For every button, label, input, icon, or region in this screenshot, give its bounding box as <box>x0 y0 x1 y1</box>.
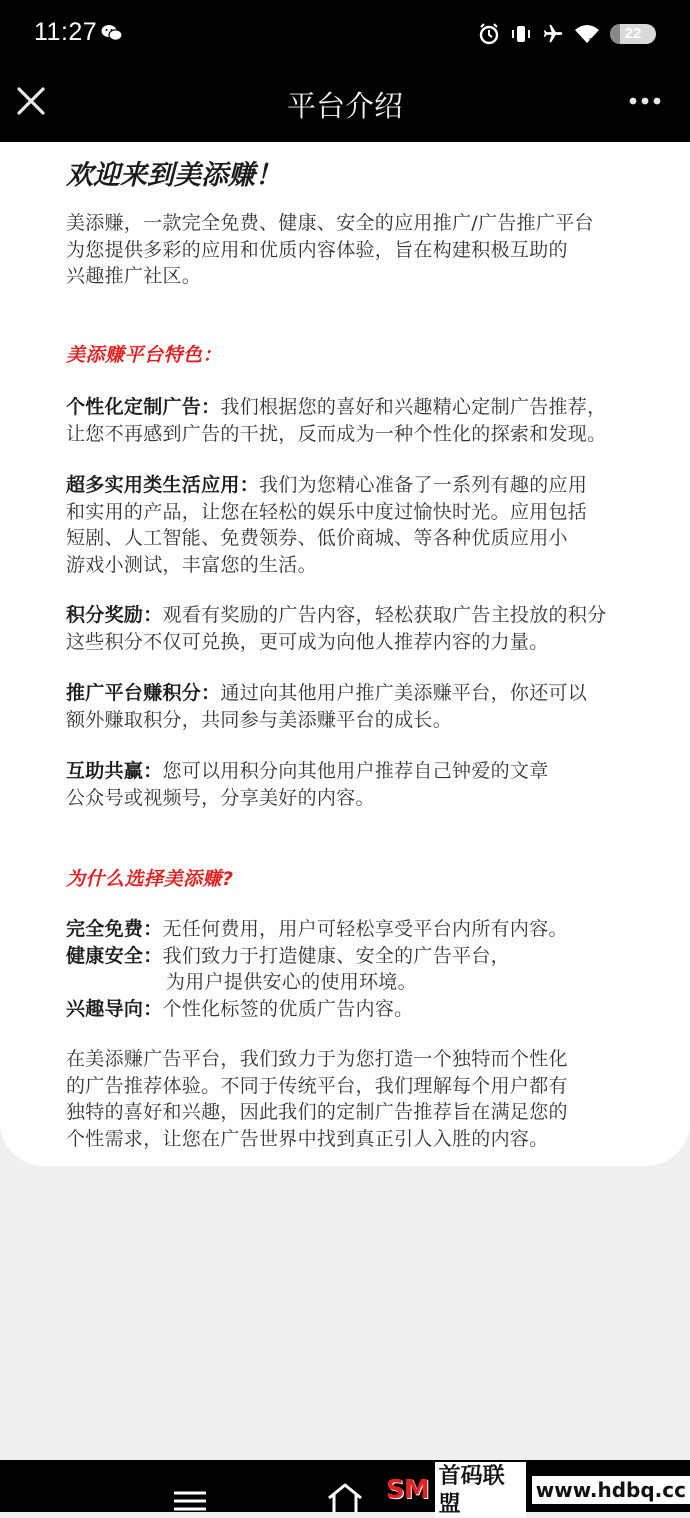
airplane-icon <box>542 23 564 45</box>
why-item-key: 健康安全： <box>66 944 163 967</box>
battery-icon <box>610 24 656 44</box>
why-item-continuation <box>66 969 656 996</box>
intro-line: 为您提供多彩的应用和优质内容体验，旨在构建积极互助的 <box>66 238 568 261</box>
page-title: 平台介绍 <box>286 89 403 123</box>
welcome-title: 欢迎来到美添赚！ <box>66 160 282 191</box>
intro-line: 美添赚，一款完全免费、健康、安全的应用推广/广告推广平台 <box>66 212 594 234</box>
feature-text: 我们根据您的喜好和兴趣精心定制广告推荐， <box>220 396 607 418</box>
feature-text: 短剧、人工智能、免费领券、低价商城、等各种优质应用小 <box>66 527 568 549</box>
closing-line: 个性需求，让您在广告世界中找到真正引人入胜的内容。 <box>66 1127 549 1150</box>
alarm-icon <box>478 23 500 45</box>
feature-text: 额外赚取积分，共同参与美添赚平台的成长。 <box>66 708 453 731</box>
svg-text:6: 6 <box>589 38 593 44</box>
feature-text: 您可以用积分向其他用户推荐自己钟爱的文章 <box>162 760 549 782</box>
intro-paragraph <box>66 210 656 290</box>
feature-title: 互助共赢： <box>66 760 163 782</box>
feature-title: 积分奖励： <box>66 604 163 626</box>
features-heading: 美添赚平台特色： <box>66 344 223 366</box>
status-icons <box>478 20 656 48</box>
why-item-value: 为用户提供安心的使用环境。 <box>166 971 417 993</box>
nav-bar <box>0 66 690 142</box>
feature-mutual-win <box>66 758 656 811</box>
feature-personalized-ads <box>66 394 656 447</box>
closing-line: 独特的喜好和兴趣，因此我们的定制广告推荐旨在满足您的 <box>66 1101 568 1123</box>
why-item-value: 无任何费用，用户可轻松享受平台内所有内容。 <box>162 918 568 940</box>
more-icon[interactable] <box>628 96 662 106</box>
why-list <box>66 916 656 1022</box>
status-bar <box>0 0 690 66</box>
content-card <box>0 142 690 1166</box>
menu-icon[interactable] <box>174 1490 206 1512</box>
watermark <box>386 1463 690 1517</box>
watermark-logo: SM <box>386 1475 429 1505</box>
closing-line: 在美添赚广告平台，我们致力于为您打造一个独特而个性化 <box>66 1048 568 1070</box>
why-item <box>66 916 656 943</box>
wechat-icon <box>101 24 123 42</box>
why-heading: 为什么选择美添赚? <box>66 868 234 890</box>
feature-text: 游戏小测试，丰富您的生活。 <box>66 553 317 576</box>
why-item-key: 兴趣导向： <box>66 997 163 1020</box>
feature-title: 个性化定制广告： <box>66 396 221 418</box>
status-time: 11:27 <box>34 18 98 46</box>
watermark-url: www.hdbq.cc <box>532 1476 690 1504</box>
closing-paragraph <box>66 1046 656 1152</box>
watermark-brand: 首码联盟 <box>435 1462 526 1518</box>
home-icon[interactable] <box>326 1482 364 1512</box>
feature-text: 通过向其他用户推广美添赚平台，你还可以 <box>220 682 588 704</box>
welcome-section <box>66 158 656 194</box>
why-item-value: 我们致力于打造健康、安全的广告平台， <box>162 944 510 967</box>
feature-text: 我们为您精心准备了一系列有趣的应用 <box>259 474 588 496</box>
feature-text: 让您不再感到广告的干扰，反而成为一种个性化的探索和发现。 <box>66 422 607 445</box>
feature-text: 这些积分不仅可兑换，更可成为向他人推荐内容的力量。 <box>66 630 549 653</box>
why-item <box>66 996 656 1023</box>
features-section <box>66 342 656 368</box>
why-item-key: 完全免费： <box>66 918 163 940</box>
why-item-value: 个性化标签的优质广告内容。 <box>162 997 414 1020</box>
vibrate-icon <box>510 23 532 45</box>
battery-level: 22 <box>624 25 642 42</box>
bottom-navigation-bar <box>0 1460 690 1517</box>
wifi-icon <box>574 24 600 44</box>
why-section <box>66 866 656 892</box>
why-item <box>66 943 656 970</box>
feature-title: 推广平台赚积分： <box>66 682 221 704</box>
feature-text: 公众号或视频号，分享美好的内容。 <box>66 786 375 809</box>
feature-title: 超多实用类生活应用： <box>66 474 260 496</box>
feature-promote-earn <box>66 680 656 733</box>
feature-points-reward <box>66 602 656 655</box>
feature-text: 和实用的产品，让您在轻松的娱乐中度过愉快时光。应用包括 <box>66 500 588 523</box>
feature-practical-apps <box>66 472 656 578</box>
intro-line: 兴趣推广社区。 <box>66 265 202 287</box>
closing-line: 的广告推荐体验。不同于传统平台，我们理解每个用户都有 <box>66 1074 568 1097</box>
feature-text: 观看有奖励的广告内容，轻松获取广告主投放的积分 <box>162 604 607 626</box>
